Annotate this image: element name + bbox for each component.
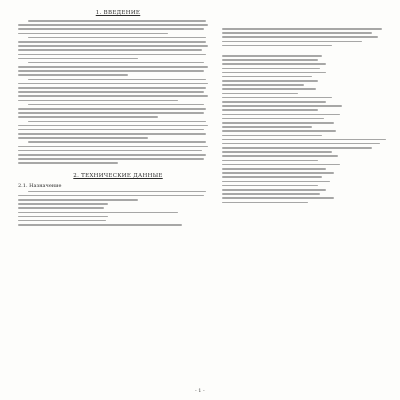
text-line — [28, 20, 206, 22]
text-line — [18, 150, 202, 152]
left-column — [18, 10, 218, 228]
text-line — [18, 66, 208, 68]
text-line — [222, 114, 340, 116]
text-line — [28, 37, 206, 39]
text-line — [28, 79, 206, 81]
text-line — [18, 41, 206, 43]
text-line — [18, 195, 204, 197]
text-line — [28, 141, 206, 143]
text-line — [222, 122, 334, 124]
text-line — [222, 135, 322, 137]
page-number: - 1 - — [195, 388, 205, 394]
text-line — [18, 116, 158, 118]
text-line — [222, 139, 386, 141]
text-line — [222, 97, 332, 99]
text-line — [18, 125, 208, 127]
text-line — [18, 49, 202, 51]
text-line — [18, 58, 138, 60]
text-line — [222, 45, 332, 47]
text-line — [18, 158, 204, 160]
text-line — [18, 70, 204, 72]
section-2-heading: 2. ТЕХНИЧЕСКИЕ ДАННЫЕ — [73, 172, 163, 179]
text-line — [18, 74, 128, 76]
section-1-body — [18, 20, 218, 164]
text-line — [18, 212, 178, 214]
text-line — [18, 112, 204, 114]
text-line — [222, 189, 326, 191]
text-line — [18, 95, 208, 97]
text-line — [222, 155, 338, 157]
text-line — [222, 109, 318, 111]
right-column — [222, 28, 390, 206]
text-line — [28, 104, 204, 106]
text-line — [222, 36, 378, 38]
text-line — [222, 185, 318, 187]
text-line — [222, 118, 324, 120]
text-line — [18, 45, 208, 47]
text-line — [222, 32, 372, 34]
text-line — [222, 147, 372, 149]
text-line — [18, 224, 182, 226]
text-line — [222, 55, 322, 57]
text-line — [18, 154, 206, 156]
text-line — [28, 62, 204, 64]
text-line — [222, 84, 304, 86]
text-line — [222, 28, 382, 30]
text-line — [18, 87, 206, 89]
section-2-body — [18, 191, 218, 226]
text-line — [222, 160, 318, 162]
text-line — [222, 105, 342, 107]
text-line — [222, 80, 318, 82]
text-line — [18, 199, 138, 201]
text-line — [222, 181, 330, 183]
text-line — [18, 28, 204, 30]
text-line — [18, 137, 148, 139]
section-1-heading: 1. ВВЕДЕНИЕ — [95, 10, 141, 16]
text-line — [18, 146, 208, 148]
text-line — [222, 68, 320, 70]
right-column-body — [222, 28, 390, 203]
text-line — [18, 220, 106, 222]
text-line — [222, 41, 362, 43]
text-line — [18, 207, 104, 209]
text-line — [28, 121, 206, 123]
text-line — [222, 197, 334, 199]
subsection-2-1: 2.1. Назначение — [18, 182, 62, 189]
text-line — [18, 33, 168, 35]
text-line — [222, 176, 322, 178]
text-line — [222, 168, 326, 170]
text-line — [222, 193, 320, 195]
text-line — [222, 72, 326, 74]
text-line — [18, 100, 178, 102]
text-line — [18, 216, 108, 218]
text-line — [222, 93, 298, 95]
text-line — [18, 133, 206, 135]
text-line — [222, 172, 334, 174]
text-line — [28, 191, 206, 193]
text-line — [222, 126, 312, 128]
text-line — [222, 202, 308, 204]
text-line — [222, 63, 326, 65]
text-line — [18, 83, 208, 85]
text-line — [18, 91, 204, 93]
text-line — [18, 129, 204, 131]
text-line — [222, 151, 332, 153]
text-line — [18, 162, 118, 164]
text-line — [18, 24, 208, 26]
text-line — [222, 59, 318, 61]
text-line — [222, 76, 312, 78]
text-line — [222, 130, 336, 132]
text-line — [18, 108, 206, 110]
text-line — [222, 164, 340, 166]
text-line — [222, 101, 326, 103]
text-line — [18, 54, 206, 56]
text-line — [18, 203, 108, 205]
text-line — [222, 143, 380, 145]
text-line — [222, 88, 316, 90]
